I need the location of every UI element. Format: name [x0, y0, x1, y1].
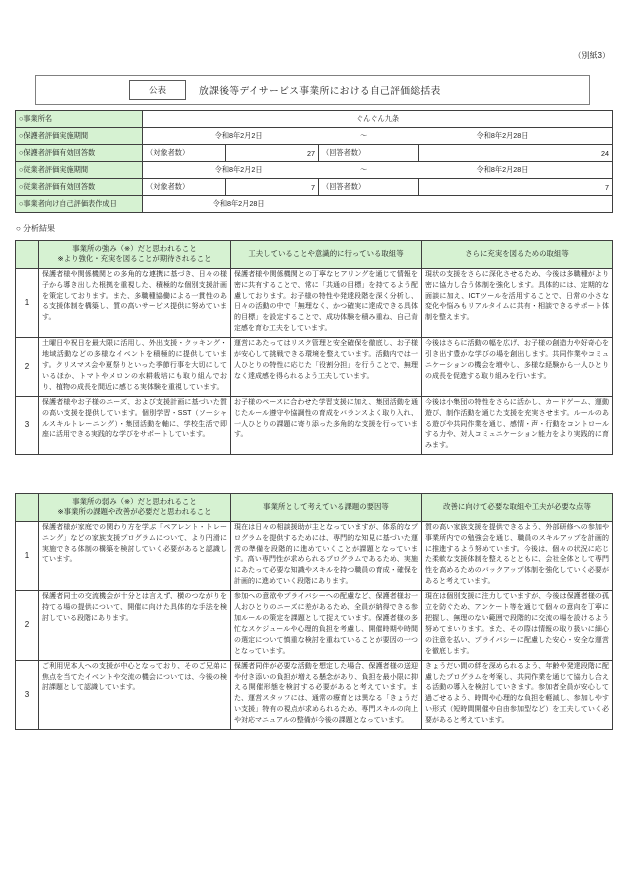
- table-row: [16, 338, 613, 397]
- table-header-row: [16, 494, 613, 522]
- row-number-header: [16, 494, 39, 522]
- period-end: 令和8年2月28日: [476, 131, 529, 140]
- improvement-cell: 質の高い家族支援を提供できるよう、外部研修への参加や事業所内での勉強会を通じ、職員のスキルアップを計画的に推進するよう努めています。今後は、個々の状況に応じた柔軟な支援体制を整えるとともに、会社全体として専門性を高めるためのバックアップ体制を強化していく必要があると考えています。: [422, 521, 613, 590]
- staff-respondent-label: （回答者数）: [319, 179, 419, 196]
- issue-factors-header: 事業所として考えている課題の要因等: [231, 494, 422, 522]
- guardian-target-value: 27: [226, 145, 319, 162]
- row-number: 1: [16, 521, 39, 590]
- row-number-header: [16, 241, 39, 269]
- period-end: 令和8年2月28日: [476, 165, 529, 174]
- analysis-results-heading: ○ 分析結果: [16, 224, 56, 233]
- row-number: 2: [16, 338, 39, 397]
- table-row: [16, 268, 613, 337]
- enhancement-cell: 今後は小集団の特性をさらに活かし、カードゲーム、運動遊び、制作活動を通じた支援を充実させます。ルールのある遊びや共同作業を通じ、感情・声・行動をコントロールする力や、対人コミュニケーション能力をより実践的に育みます。: [422, 396, 613, 455]
- publish-label: 公表: [129, 80, 186, 100]
- strengths-header-line2: ※より強化・充実を図ることが期待されること: [57, 254, 212, 264]
- self-eval-date-value: [143, 196, 613, 213]
- page-title: 放課後等デイサービス事業所における自己評価総括表: [199, 86, 441, 97]
- table-row: [16, 162, 613, 179]
- table-row: [16, 196, 613, 213]
- improvement-header: 改善に向けて必要な取組や工夫が必要な点等: [422, 494, 613, 522]
- table-row: [16, 396, 613, 455]
- staff-eval-period-value: [143, 162, 613, 179]
- weakness-cell: ご利用児本人への支援が中心となっており、そのご兄弟に焦点を当てたイベントや交流の機会については、今後の検討課題として認識しています。: [39, 660, 231, 729]
- weakness-cell: 保護者様が家庭での関わり方を学ぶ「ペアレント・トレーニング」などの家族支援プログラムについて、より円滑に実施できる体制の構築を検討していく必要があると認識しています。: [39, 521, 231, 590]
- row-number: 2: [16, 591, 39, 660]
- title-box: [35, 75, 590, 105]
- table-row: [16, 128, 613, 145]
- staff-responses-label: ○従業者評価有効回答数: [16, 179, 143, 196]
- effort-cell: 運営にあたってはリスク管理と安全確保を徹底し、お子様が安心して挑戦できる環境を整えています。活動内では一人ひとりの特性に応じた「役割分担」を行うことで、無理なく達成感を得られるよう工夫しています。: [231, 338, 422, 397]
- effort-cell: 保護者様や関係機関との丁寧なヒアリングを通じて情報を密に共有することで、常に「共通の目標」を持てるよう配慮しております。お子様の特性や発達段階を深く分析し、日々の活動の中で「無理なく、かつ確実に達成できる具体的目標」を設定することで、成功体験を積み重ね、自己肯定感を育む工夫をしています。: [231, 268, 422, 337]
- period-tilde: ～: [360, 131, 368, 140]
- staff-respondent-value: 7: [419, 179, 613, 196]
- staff-eval-period-label: ○従業者評価実施期間: [16, 162, 143, 179]
- improvement-cell: きょうだい間の絆を深められるよう、年齢や発達段階に配慮したプログラムを考案し、共同作業を通じて協力し合える活動の導入を検討していきます。参加者全員が安心して過ごせるよう、時間や心理的な負担を軽減し、参加しやすい形式（短時間開催や自由参加型など）を工夫していく必要があると考えています。: [422, 660, 613, 729]
- guardian-respondent-value: 24: [419, 145, 613, 162]
- table-header-row: [16, 241, 613, 269]
- strengths-header-line1: 事業所の強み（※）だと思われること: [72, 244, 197, 253]
- table-row: [16, 111, 613, 128]
- self-eval-date-label: ○事業者向け自己評価表作成日: [16, 196, 143, 213]
- issue-factor-cell: 現在は日々の相談援助が主となっていますが、体系的なプログラムを提供するためには、専門的な知見に基づいた運営の準備を段階的に進めていくことが課題となっています。高い専門性が求められるプログラムであるため、実施にあたって必要な知識やスキルを持つ職員の育成・確保を計画的に進めていく段階にあります。: [231, 521, 422, 590]
- attachment-number-note: （別紙3）: [573, 51, 610, 60]
- guardian-target-label: （対象者数）: [143, 145, 226, 162]
- guardian-eval-period-value: [143, 128, 613, 145]
- effort-cell: お子様のペースに合わせた学習支援に加え、集団活動を通じたルール遵守や協調性の育成をバランスよく取り入れ、一人ひとりの課題に寄り添った多角的な支援を行っています。: [231, 396, 422, 455]
- creation-date: 令和8年2月28日: [212, 199, 265, 208]
- staff-target-label: （対象者数）: [143, 179, 226, 196]
- weaknesses-header-line2: ※事業所の課題や改善が必要だと思われること: [57, 507, 212, 517]
- table-row: [16, 179, 613, 196]
- efforts-header: 工夫していることや意識的に行っている取組等: [231, 241, 422, 269]
- strengths-header: [39, 241, 231, 269]
- row-number: 1: [16, 268, 39, 337]
- period-tilde: ～: [360, 165, 368, 174]
- strength-cell: 保護者様や関係機関との多角的な連携に基づき、日々の様子から導き出した根拠を重視した、積極的な個別支援計画を策定しております。また、多職種協働による一貫性のある支援体制を構築し、質の高いサービス提供に努めています。: [39, 268, 231, 337]
- period-start: 令和8年2月2日: [214, 131, 263, 140]
- weaknesses-header: [39, 494, 231, 522]
- weaknesses-table: [15, 493, 613, 730]
- enhancement-cell: 今後はさらに活動の幅を広げ、お子様の創造力や好奇心を引き出す豊かな学びの場を創出します。共同作業やコミュニケーションの機会を増やし、多様な経験から一人ひとりの成長を促進する取り組みを行います。: [422, 338, 613, 397]
- enhancement-cell: 現状の支援をさらに深化させるため、今後は多職種がより密に協力し合う体制を強化します。具体的には、定期的な面談に加え、ICTツールを活用することで、日常の小さな変化や悩みもリアルタイムに共有・相談できるサポート体制を整えます。: [422, 268, 613, 337]
- staff-target-value: 7: [226, 179, 319, 196]
- guardian-responses-label: ○保護者評価有効回答数: [16, 145, 143, 162]
- row-number: 3: [16, 660, 39, 729]
- guardian-eval-period-label: ○保護者評価実施期間: [16, 128, 143, 145]
- improvement-cell: 現在は個別支援に注力していますが、今後は保護者様の孤立を防ぐため、アンケート等を通じて個々の意向を丁寧に把握し、無理のない範囲で段階的に交流の場を設けるよう努めてまいります。また、その際は情報の取り扱いに細心の注意を払い、プライバシーに配慮した安心・安全な運営を徹底します。: [422, 591, 613, 660]
- table-row: [16, 591, 613, 660]
- issue-factor-cell: 保護者同伴が必要な活動を想定した場合、保護者様の送迎や付き添いの負担が増える懸念があり、負担を最小限に抑える開催形態を検討する必要があると考えています。また、運営スタッフには、通常の療育とは異なる「きょうだい支援」特有の視点が求められるため、専門スキルの向上や対応マニュアルの整備が今後の課題となっています。: [231, 660, 422, 729]
- weakness-cell: 保護者同士の交流機会が十分とは言えず、横のつながりを持てる場の提供について、開催に向けた具体的な手法を検討している段階にあります。: [39, 591, 231, 660]
- facility-info-table: [15, 110, 613, 213]
- period-start: 令和8年2月2日: [214, 165, 263, 174]
- strengths-table: [15, 240, 613, 455]
- enhancement-header: さらに充実を図るための取組等: [422, 241, 613, 269]
- row-number: 3: [16, 396, 39, 455]
- weaknesses-header-line1: 事業所の弱み（※）だと思われること: [72, 497, 197, 506]
- issue-factor-cell: 参加への意欲やプライバシーへの配慮など、保護者様お一人おひとりのニーズに差があるため、全員が納得できる参加ルールの策定を課題として捉えています。保護者様の多忙なスケジュールや心理的負担を考慮し、開催時期や時間の選定について慎重な検討を重ねていることが要因の一つとなっています。: [231, 591, 422, 660]
- strength-cell: 土曜日や祝日を最大限に活用し、外出支援・クッキング・地域活動などの多様なイベントを積極的に提供しています。クリスマス会や夏祭りといった季節行事を大切にしているほか、トマトやメロンの水耕栽培にも取り組んでおり、植物の成長を間近に感じる実体験を重視しています。: [39, 338, 231, 397]
- table-row: [16, 660, 613, 729]
- table-row: [16, 145, 613, 162]
- facility-name-value: ぐんぐん九条: [143, 111, 613, 128]
- table-row: [16, 521, 613, 590]
- strength-cell: 保護者様やお子様のニーズ、および支援計画に基づいた質の高い支援を提供しています。個別学習・SST（ソーシャルスキルトレーニング）・集団活動を軸に、学校生活で即座に活用できる実践的な学びをサポートしています。: [39, 396, 231, 455]
- guardian-respondent-label: （回答者数）: [319, 145, 419, 162]
- facility-name-label: ○事業所名: [16, 111, 143, 128]
